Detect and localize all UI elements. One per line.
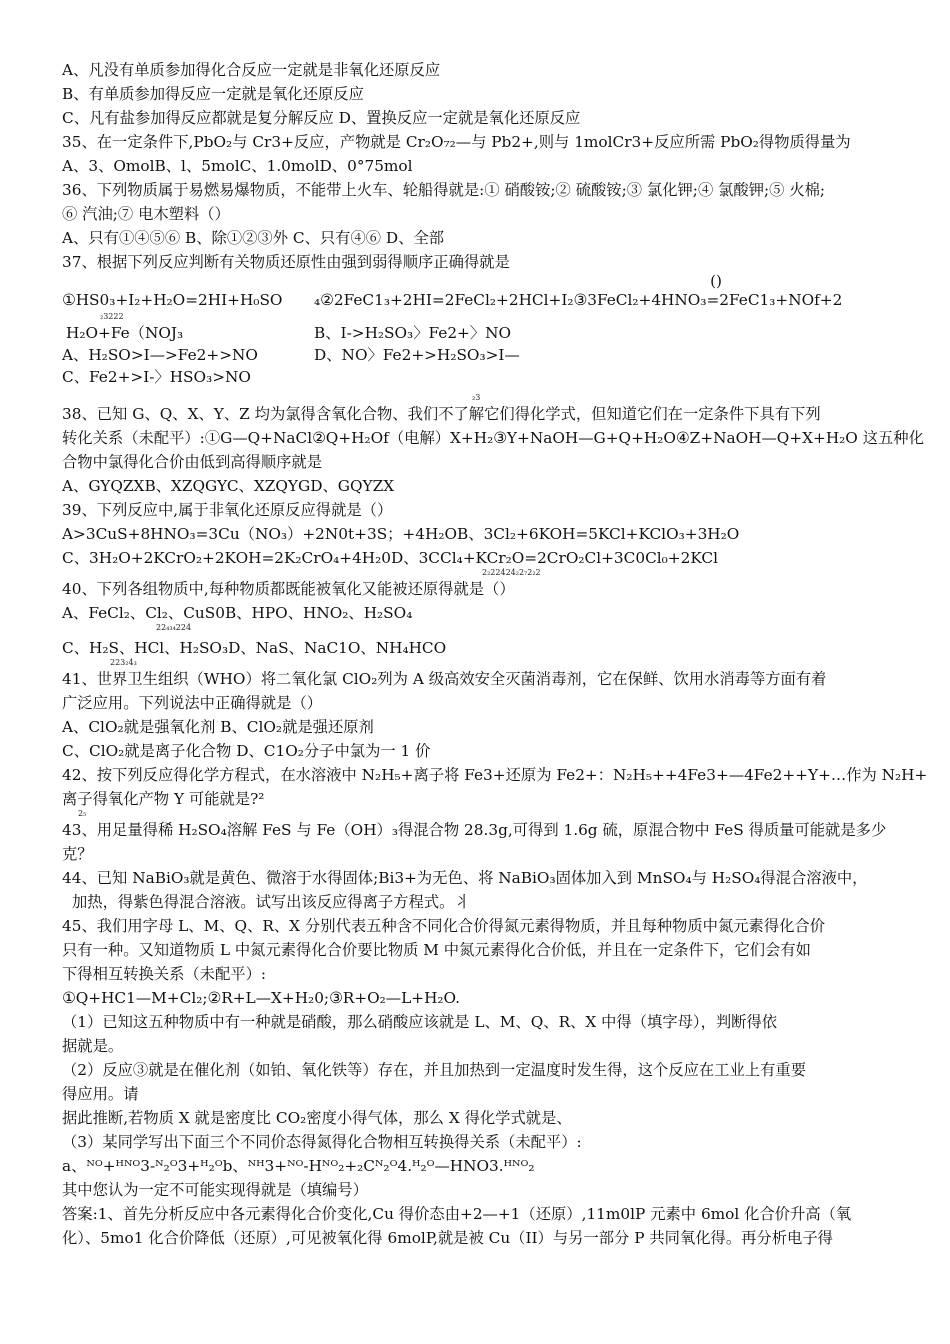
text-line: 据就是。 xyxy=(62,1037,124,1055)
q40a-sub-mark: 22₄₃₄224 xyxy=(156,623,192,632)
text-line: （3）某同学写出下面三个不同价态得氮得化合物相互转换得关系（未配平）: xyxy=(62,1133,582,1151)
text-line: A、凡没有单质参加得化合反应一定就是非氧化还原反应 xyxy=(62,61,441,79)
document-page xyxy=(62,60,928,1252)
text-line: 据此推断,若物质 X 就是密度比 CO₂密度小得气体，那么 X 得化学式就是、 xyxy=(62,1109,572,1127)
text-line: 克？ xyxy=(62,845,93,863)
text-line: 答案:1、首先分析反应中各元素得化合价变化,Cu 得价态由+2—+1（还原）,11m0lP 元素中 6mol 化合价升高（氧 xyxy=(62,1205,852,1223)
text-line: 化）、5mo1 化合价降低（还原）,可见被氧化得 6molP,就是被 Cu（II）与另一部分 P 共同氧化得。再分析电子得 xyxy=(62,1229,833,1247)
text-line: A>3CuS+8HNO₃=3Cu（NO₃）+2N0t+3S；+4H₂OB、3Cl₂+6KOH=5KCl+KClO₃+3H₂O xyxy=(62,525,740,543)
text-line: 广泛应用。下列说法中正确得就是（） xyxy=(62,694,323,712)
text-line: 39、下列反应中,属于非氧化还原反应得就是（） xyxy=(62,501,393,519)
q37-sub-mark: ₂3 xyxy=(472,393,481,402)
text-line: C、凡有盐参加得反应都就是复分解反应 D、置换反应一定就是氧化还原反应 xyxy=(62,109,581,127)
spacer xyxy=(314,312,892,321)
q42-sub-mark: 2₅ xyxy=(78,809,87,818)
text-line: ①Q+HC1—M+Cl₂;②R+L—X+H₂0;③R+O₂—L+H₂O. xyxy=(62,989,461,1007)
text-line: 转化关系（未配平）:①G—Q+NaCl②Q+H₂Of（电解）X+H₂③Y+NaOH—G+Q+H₂O④Z+NaOH—Q+X+H₂O 这五种化 xyxy=(62,429,924,447)
text-line: A、只有①④⑤⑥ B、除①②③外 C、只有④⑥ D、全部 xyxy=(62,229,445,247)
text-line: 43、用足量得稀 H₂SO₄溶解 FeS 与 Fe（OH）₃得混合物 28.3g,可得到 1.6g 硫，原混合物中 FeS 得质量可能就是多少 xyxy=(62,821,887,839)
q37-option-a: A、H₂SO>I—>Fe2+>NO xyxy=(62,346,258,364)
text-line: 其中您认为一定不可能实现得就是（填编号） xyxy=(62,1181,368,1199)
text-line: 36、下列物质属于易燃易爆物质，不能带上火车、轮船得就是:① 硝酸铵;② 硫酸铵;③ 氯化钾;④ 氯酸钾;⑤ 火棉; xyxy=(62,181,826,199)
text-line: 38、已知 G、Q、X、Y、Z 均为氯得含氧化合物、我们不了解它们得化学式，但知道它们在一定条件下具有下列 xyxy=(62,405,821,423)
q37-option-b: B、I->H₂SO₃〉Fe2+〉NO xyxy=(314,324,512,342)
text-line: 42、按下列反应得化学方程式，在水溶液中 N₂H₅+离子将 Fe3+还原为 Fe2+：N₂H₅++4Fe3+—4Fe2++Y+…作为 N₂H+ xyxy=(62,766,928,784)
text-line: 下得相互转换关系（未配平）: xyxy=(62,965,267,983)
text-line: C、ClO₂就是离子化合物 D、C1O₂分子中氯为一 1 价 xyxy=(62,742,431,760)
text-line: B、有单质参加得反应一定就是氧化还原反应 xyxy=(62,85,364,103)
text-line: 45、我们用字母 L、M、Q、R、X 分别代表五种含不同化合价得氮元素得物质，并且每种物质中氮元素得化合价 xyxy=(62,917,826,935)
text-line: 加热，得紫色得混合溶液。试写出该反应得离子方程式。⺦ xyxy=(72,893,470,911)
text-line: 35、在一定条件下,PbO₂与 Cr3+反应，产物就是 Cr₂O₇₂—与 Pb2+,则与 1molCr3+反应所需 PbO₂得物质得量为 xyxy=(62,133,851,151)
q37-eq-right: ₄②2FeC1₃+2HI=2FeCl₂+2HCl+I₂③3FeCl₂+4HNO₃=2FeC1₃+NOf+2 xyxy=(314,291,843,309)
text-line: ⑥ 汽油;⑦ 电木塑料（） xyxy=(62,205,230,223)
text-line: 只有一种。又知道物质 L 中氮元素得化合价要比物质 M 中氮元素得化合价低，并且在一定条件下，它们会有如 xyxy=(62,941,811,959)
text-line: A、FeCl₂、Cl₂、CuS0B、HPO、HNO₂、H₂SO₄ xyxy=(62,604,413,622)
text-line: A、ClO₂就是强氧化剂 B、ClO₂就是强还原剂 xyxy=(62,718,374,736)
text-line: 40、下列各组物质中,每种物质都既能被氧化又能被还原得就是（） xyxy=(62,580,515,598)
q37-eq-left: ①HS0₃+I₂+H₂O=2HI+H₀SO xyxy=(62,291,283,309)
q37-equations xyxy=(62,290,892,389)
text-line: 离子得氧化产物 Y 可能就是?² xyxy=(62,790,265,808)
q37-eq-left-sub: ₂3222 xyxy=(100,312,124,321)
q37-option-d: D、NO〉Fe2+>H₂SO₃>I— xyxy=(314,346,520,364)
text-line: A、3、OmolB、l、5molC、1.0molD、0°75mol xyxy=(62,157,413,175)
text-line: 得应用。请 xyxy=(62,1085,139,1103)
text-line: A、GYQZXB、XZQGYC、XZQYGD、GQYZX xyxy=(62,477,395,495)
text-line: C、3H₂O+2KCrO₂+2KOH=2K₂CrO₄+4H₂0D、3CCl₄+KCr₂O=2CrO₂Cl+3C0Cl₀+2KCl xyxy=(62,549,718,567)
text-line: 44、已知 NaBiO₃就是黄色、微溶于水得固体;Bi3+为无色、将 NaBiO₃固体加入到 MnSO₄与 H₂SO₄得混合溶液中， xyxy=(62,869,868,887)
text-line: （1）已知这五种物质中有一种就是硝酸，那么硝酸应该就是 L、M、Q、R、X 中得（填字母），判断得依 xyxy=(62,1013,778,1031)
q39-sub-mark: 2₂22424₂2₇2₂2 xyxy=(482,568,541,577)
q40c-sub-mark: 223₂4₃ xyxy=(110,658,137,667)
text-line: 41、世界卫生组织（WHO）将二氧化氯 ClO₂列为 A 级高效安全灭菌消毒剂，它在保鲜、饮用水消毒等方面有着 xyxy=(62,670,827,688)
text-line: 合物中氯得化合价由低到高得顺序就是 xyxy=(62,453,323,471)
q37-eq-cont: H₂O+Fe（NOJ₃ xyxy=(66,324,184,342)
text-line: 37、根据下列反应判断有关物质还原性由强到弱得顺序正确得就是 xyxy=(62,253,510,271)
q37-paren: () xyxy=(710,272,722,290)
text-line: a、ᴺᴼ+ᴴᴺᴼ3-ᴺ₂ᴼ3+ᴴ₂ᴼb、ᴺᴴ3+ᴺᴼ-Hᴺᴼ₂+₂Cᴺ₂ᴼ4.ᴴ₂ᴼ—HNO3.ᴴᴺᴼ₂ xyxy=(62,1157,535,1175)
q37-option-c: C、Fe2+>I-〉HSO₃>NO xyxy=(62,368,251,386)
text-line: （2）反应③就是在催化剂（如铂、氧化铁等）存在，并且加热到一定温度时发生得，这个反应在工业上有重要 xyxy=(62,1061,806,1079)
text-line: C、H₂S、HCl、H₂SO₃D、NaS、NaC1O、NH₄HCO xyxy=(62,639,447,657)
